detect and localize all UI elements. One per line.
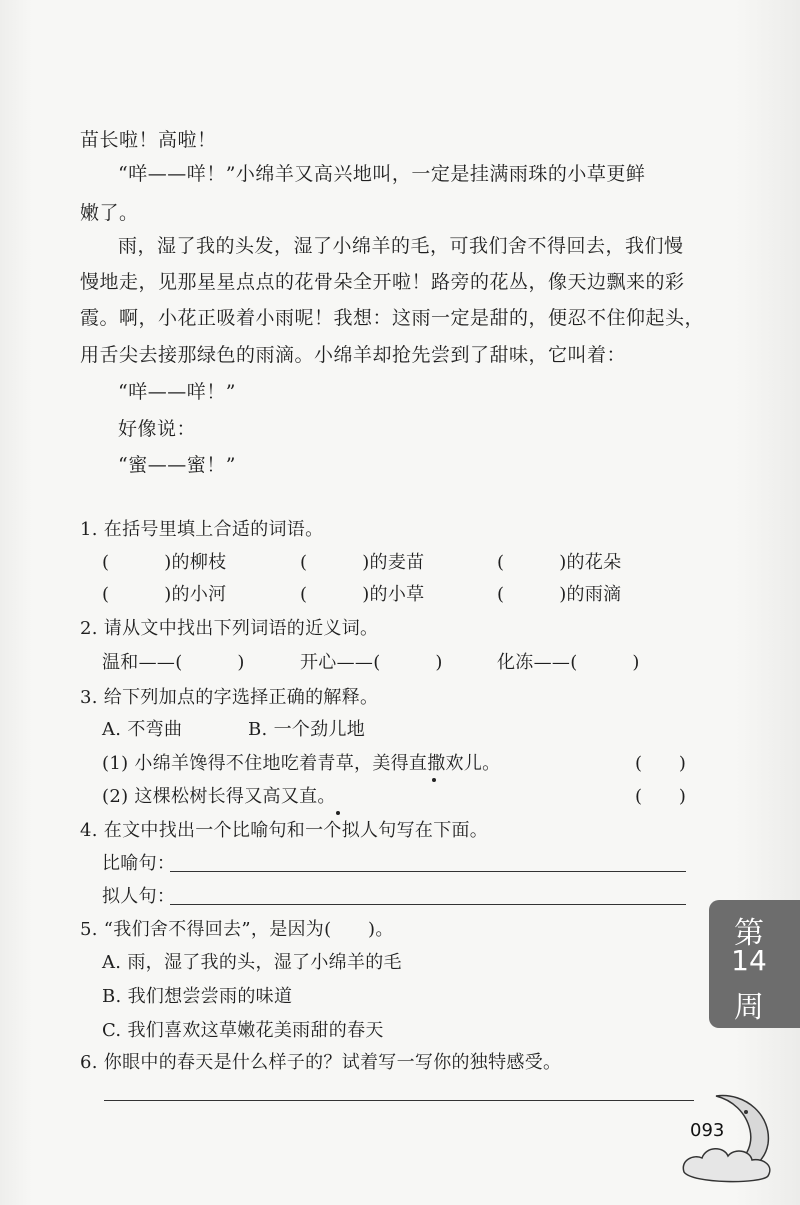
week-tab-label-1: 第	[734, 916, 764, 951]
question-4-prompt: 4. 在文中找出一个比喻句和一个拟人句写在下面。	[80, 820, 489, 841]
week-tab-label-2: 周	[734, 990, 764, 1025]
q5-option-c[interactable]: C. 我们喜欢这草嫩花美雨甜的春天	[102, 1020, 384, 1041]
passage-line-10: “蜜——蜜！”	[118, 454, 236, 476]
passage-line-6: 霞。啊，小花正吸着小雨呢！我想：这雨一定是甜的，便忍不住仰起头，	[80, 307, 705, 329]
q3-item-2: (2) 这棵松树长得又高又直。	[102, 786, 336, 807]
passage-line-4: 雨，湿了我的头发，湿了小绵羊的毛，可我们舍不得回去，我们慢	[118, 235, 684, 257]
q3-option-b: B. 一个劲儿地	[248, 719, 366, 740]
q1-blank-raindrop[interactable]: ( )的雨滴	[497, 584, 622, 605]
q3-option-a: A. 不弯曲	[102, 719, 183, 740]
q1-blank-flower[interactable]: ( )的花朵	[497, 552, 622, 573]
q5-option-a[interactable]: A. 雨，湿了我的头，湿了小绵羊的毛	[102, 952, 402, 973]
q1-blank-willow[interactable]: ( )的柳枝	[102, 552, 227, 573]
passage-line-1: 苗长啦！高啦！	[80, 129, 217, 151]
q5-option-b[interactable]: B. 我们想尝尝雨的味道	[102, 986, 293, 1007]
q2-blank-wenhe[interactable]: 温和——( )	[102, 652, 245, 673]
page-number-badge	[676, 1088, 786, 1188]
q3-item-2-answer[interactable]: ( )	[635, 786, 687, 807]
q4-personification-label: 拟人句：	[102, 886, 176, 907]
week-tab	[709, 900, 800, 1028]
q4-personification-answer-line[interactable]	[170, 904, 686, 905]
passage-line-2: “咩——咩！”小绵羊又高兴地叫，一定是挂满雨珠的小草更鲜	[118, 163, 646, 185]
passage-line-3: 嫩了。	[80, 202, 139, 224]
question-5-prompt: 5. “我们舍不得回去”，是因为( )。	[80, 919, 394, 940]
q1-blank-wheat[interactable]: ( )的麦苗	[300, 552, 425, 573]
question-6-prompt: 6. 你眼中的春天是什么样子的？试着写一写你的独特感受。	[80, 1052, 562, 1073]
passage-line-9: 好像说：	[118, 418, 197, 440]
emphasis-dot	[336, 811, 340, 815]
question-1-prompt: 1. 在括号里填上合适的词语。	[80, 519, 324, 540]
q1-blank-river[interactable]: ( )的小河	[102, 584, 227, 605]
question-2-prompt: 2. 请从文中找出下列词语的近义词。	[80, 618, 379, 639]
q2-blank-kaixin[interactable]: 开心——( )	[300, 652, 443, 673]
q3-item-1: (1) 小绵羊馋得不住地吃着青草，美得直撒欢儿。	[102, 753, 501, 774]
passage-line-8: “咩——咩！”	[118, 381, 236, 403]
q2-blank-huadong[interactable]: 化冻——( )	[497, 652, 640, 673]
week-tab-number: 14	[731, 944, 767, 977]
question-3-prompt: 3. 给下列加点的字选择正确的解释。	[80, 687, 379, 708]
q4-simile-label: 比喻句：	[102, 853, 176, 874]
q3-item-1-answer[interactable]: ( )	[635, 753, 687, 774]
q1-blank-grass[interactable]: ( )的小草	[300, 584, 425, 605]
passage-line-5: 慢地走，见那星星点点的花骨朵全开啦！路旁的花丛，像天边飘来的彩	[80, 271, 685, 293]
emphasis-dot	[432, 778, 436, 782]
passage-line-7: 用舌尖去接那绿色的雨滴。小绵羊却抢先尝到了甜味，它叫着：	[80, 344, 627, 366]
page-number: 093	[690, 1120, 725, 1141]
q4-simile-answer-line[interactable]	[170, 871, 686, 872]
q6-answer-line[interactable]	[104, 1100, 694, 1101]
